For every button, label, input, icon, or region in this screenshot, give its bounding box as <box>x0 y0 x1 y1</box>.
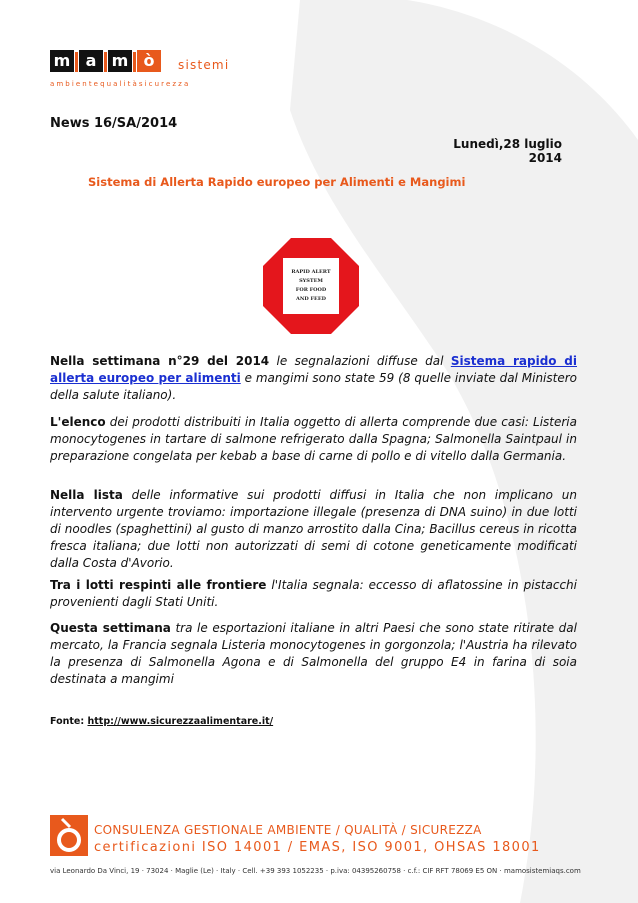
paragraph-alert-list <box>50 414 577 465</box>
paragraph-information-notices <box>50 487 577 572</box>
logo-suffix: sistemi <box>178 58 230 72</box>
company-logo <box>50 50 250 94</box>
source-line <box>50 716 273 727</box>
paragraph-text: le segnalazioni diffuse dal <box>269 354 451 368</box>
paragraph-lead: Tra i lotti respinti alle frontiere <box>50 578 267 592</box>
logo-letter-4: ò <box>137 50 161 72</box>
logo-letter-2: a <box>79 50 103 72</box>
rapid-alert-stop-sign-image <box>261 236 361 336</box>
paragraph-lead: Nella settimana n°29 del 2014 <box>50 354 270 368</box>
paragraph-weekly-summary <box>50 353 577 404</box>
news-subject: Sistema di Allerta Rapido europeo per Alimenti e Mangimi <box>88 175 466 189</box>
logo-divider <box>75 52 78 72</box>
paragraph-lead: Nella lista <box>50 488 123 502</box>
paragraph-text: dei prodotti distribuiti in Italia oggetto di allerta comprende due casi: Listeria monocytogenes in tartare di salmone refrigerato dalla Spagna; Salmonella Saintpaul in preparazione congelata per kebab a base di carne di pollo e di vitello dalla Germania. <box>50 415 577 463</box>
rasff-link[interactable]: Sistema rapido di allerta europeo per alimenti <box>50 354 577 385</box>
paragraph-exports-withdrawn <box>50 620 577 688</box>
news-id: News 16/SA/2014 <box>50 116 178 131</box>
sign-line-1: RAPID ALERT <box>291 269 331 275</box>
sign-line-3: FOR FOOD <box>295 287 327 293</box>
logo-divider <box>104 52 107 72</box>
paragraph-lead: L'elenco <box>50 415 106 429</box>
logo-tagline: ambientequalitàsicurezza <box>50 80 191 88</box>
paragraph-text: tra le esportazioni italiane in altri Paesi che sono state ritirate dal mercato, la Francia segnala Listeria monocytogenes in gorgonzola; l'Austria ha rilevato la presenza di Salmonella Agona e di Salmonella del gruppo E4 in farina di soia destinata a mangimi <box>50 621 577 686</box>
sign-line-4: AND FEED <box>295 296 327 302</box>
source-label: Fonte: <box>50 716 88 727</box>
logo-divider <box>133 52 136 72</box>
logo-letter-3: m <box>108 50 132 72</box>
news-date: Lunedì,28 luglio 2014 <box>453 137 562 165</box>
footer-services: CONSULENZA GESTIONALE AMBIENTE / QUALITÀ / SICUREZZA <box>94 823 482 837</box>
footer-certifications: certificazioni ISO 14001 / EMAS, ISO 9001, OHSAS 18001 <box>94 840 541 855</box>
paragraph-lead: Questa settimana <box>50 621 171 635</box>
logo-letter-1: m <box>50 50 74 72</box>
paragraph-border-rejections <box>50 577 577 611</box>
paragraph-text: e mangimi sono state 59 (8 quelle inviate dal Ministero della salute italiano). <box>50 371 577 402</box>
sign-line-2: SYSTEM <box>299 278 323 284</box>
paragraph-text: delle informative sui prodotti diffusi in Italia che non implicano un intervento urgente troviamo: importazione illegale (presenza di DNA suino) in due lotti di noodles (spaghettini) al gusto di manzo arrostito dalla Cina; Bacillus cereus in ricotta fresca italiana; due lotti non autorizzati di semi di cotone geneticamente modificati dalla Costa d'Avorio. <box>50 488 577 570</box>
paragraph-text: l'Italia segnala: eccesso di aflatossine in pistacchi provenienti dagli Stati Uniti. <box>50 578 577 609</box>
footer-logo-icon <box>50 815 88 856</box>
source-link[interactable]: http://www.sicurezzaalimentare.it/ <box>87 716 274 727</box>
footer-address: via Leonardo Da Vinci, 19 · 73024 · Maglie (Le) · Italy · Cell. +39 393 1052235 · p.iva: 04395260758 · c.f.: CIF RFT 78069 E5 ON · mamosistemiaqs.com <box>50 867 581 875</box>
